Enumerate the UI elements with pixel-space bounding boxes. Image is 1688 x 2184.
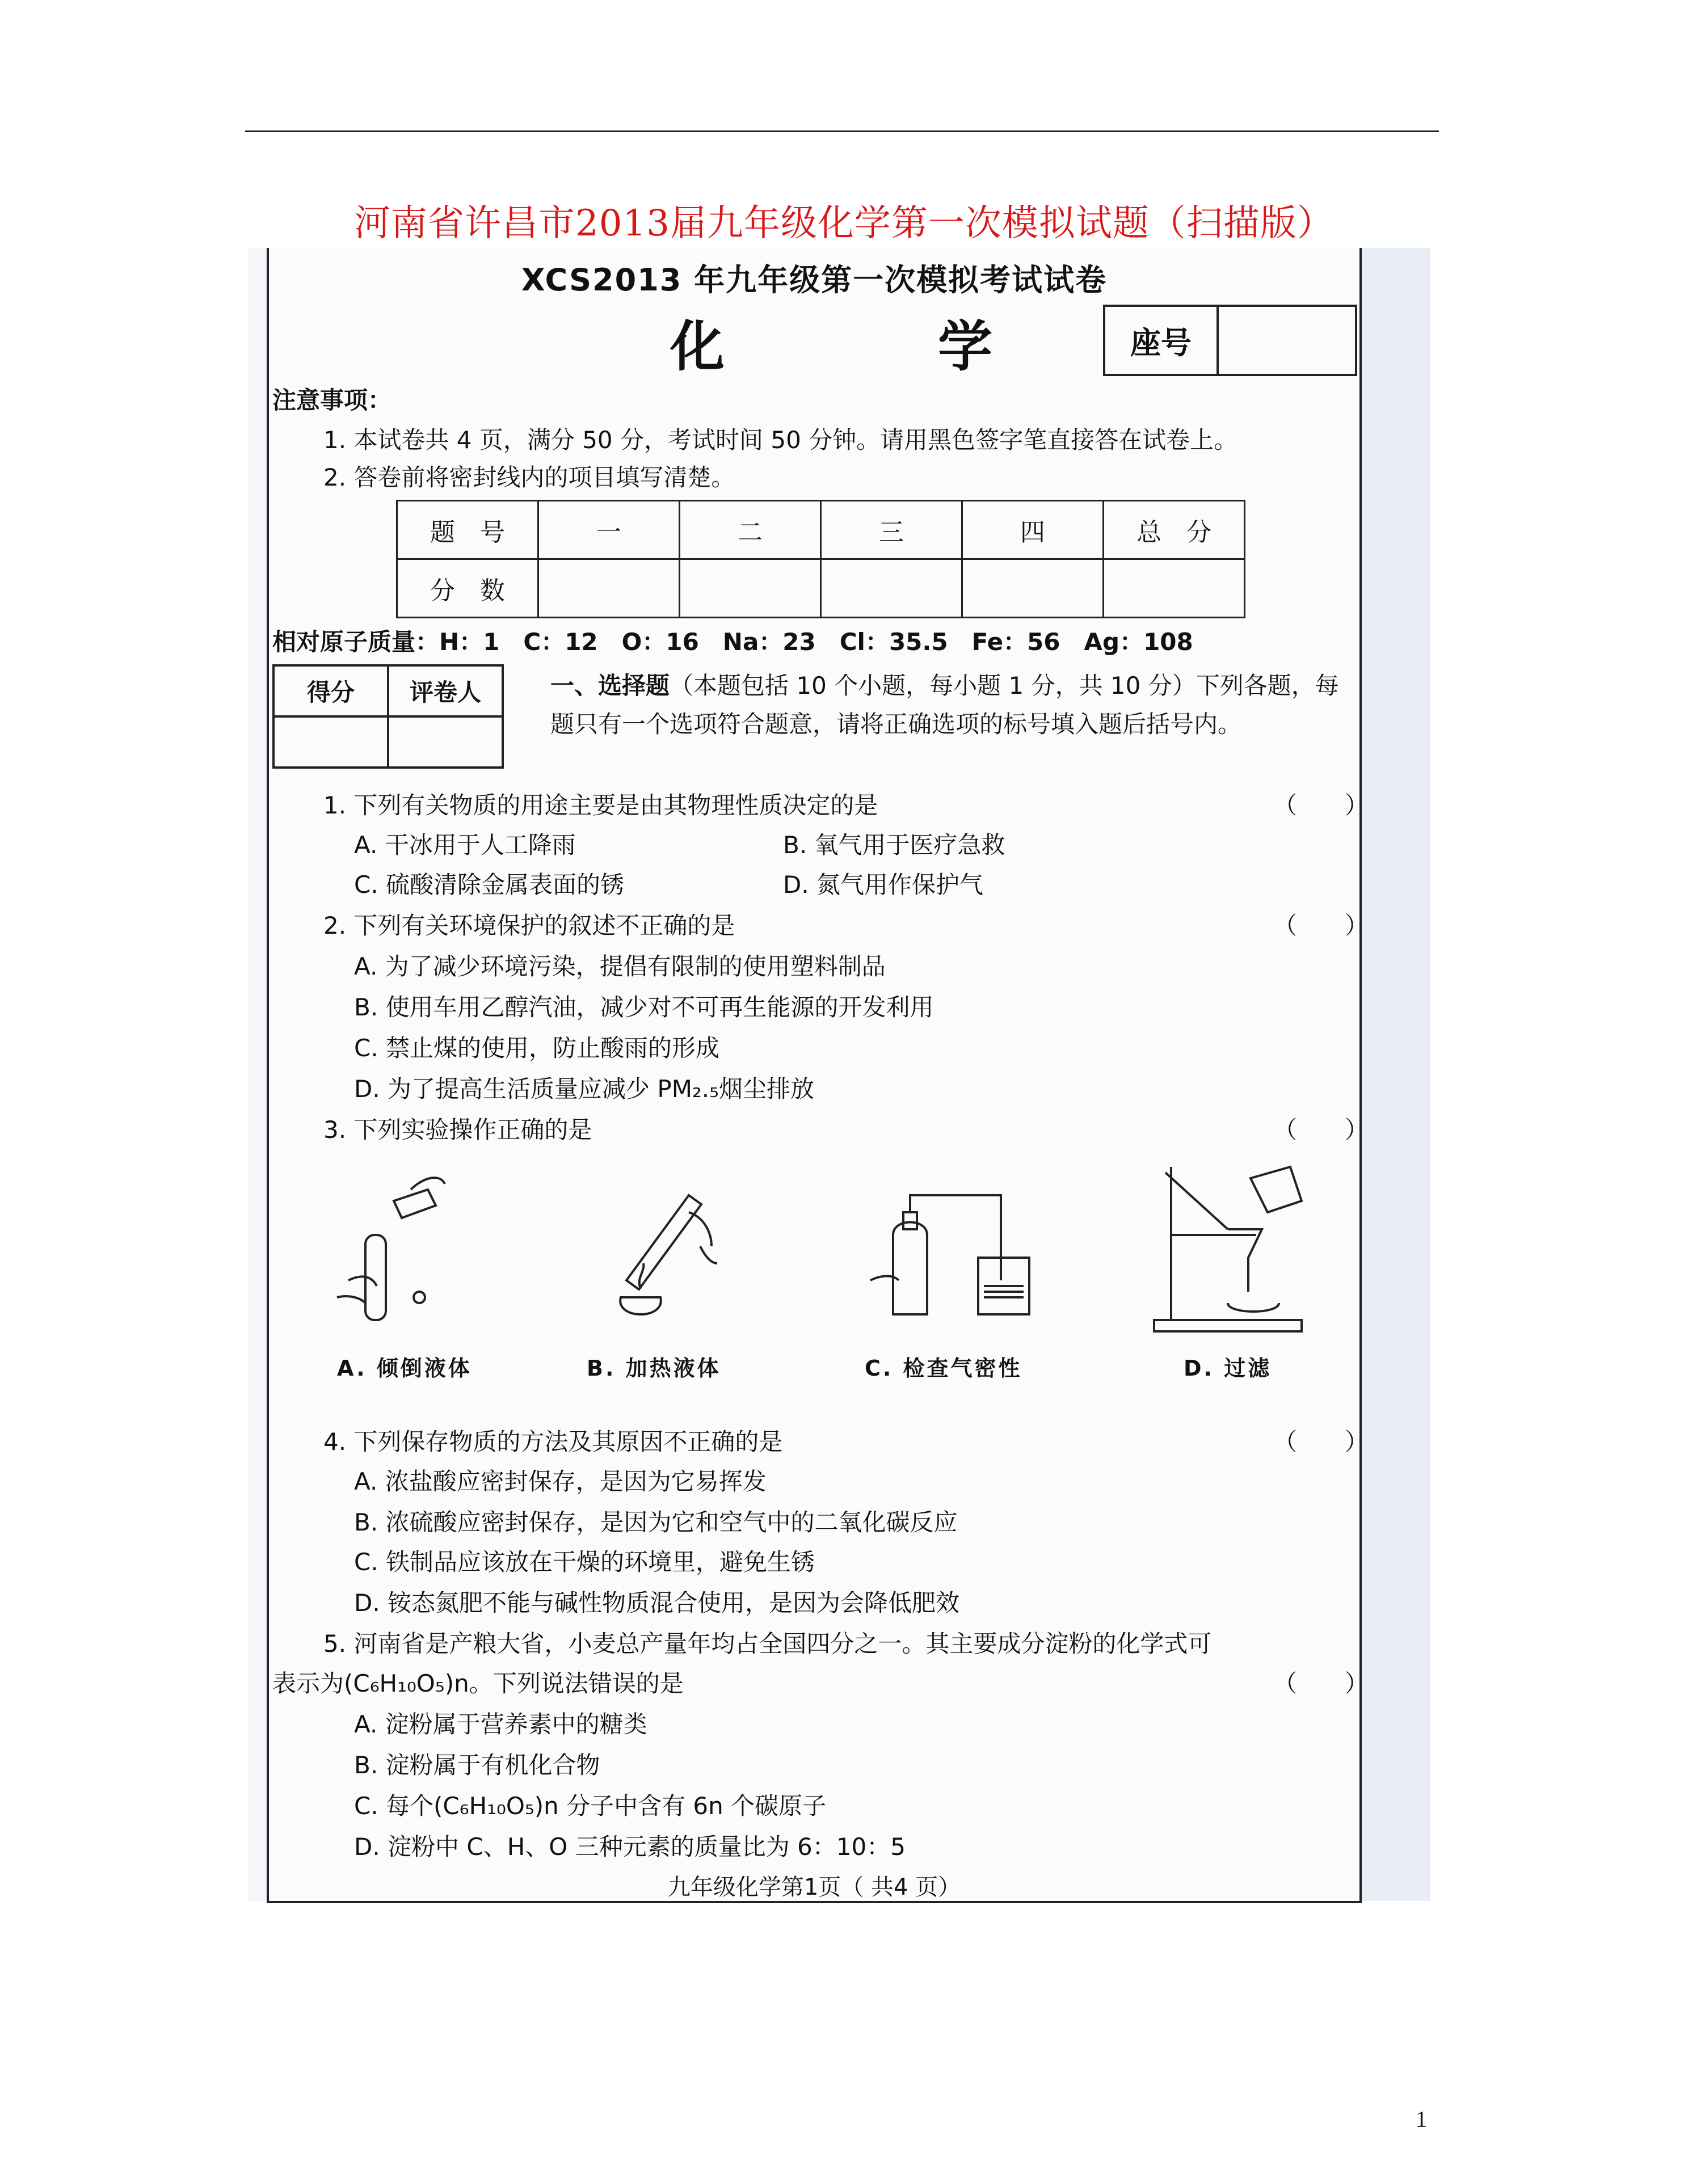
score-header-cell: 三 bbox=[821, 501, 962, 559]
q5-option-d: D. 淀粉中 C、H、O 三种元素的质量比为 6：10：5 bbox=[354, 1833, 906, 1861]
score-cell bbox=[821, 559, 962, 618]
score-table bbox=[396, 500, 1245, 618]
q1-option-c: C. 硫酸清除金属表面的锈 bbox=[354, 871, 625, 899]
q5-option-a: A. 淀粉属于营养素中的糖类 bbox=[354, 1710, 647, 1738]
page-number: 1 bbox=[1416, 2106, 1427, 2132]
grader-score-cell bbox=[273, 716, 388, 768]
q2-option-a: A. 为了减少环境污染，提倡有限制的使用塑料制品 bbox=[354, 952, 886, 980]
answer-bracket: （ ） bbox=[1273, 1428, 1369, 1456]
atomic-masses: 相对原子质量：H：1 C：12 O：16 Na：23 Cl：35.5 Fe：56 Ag：108 bbox=[272, 628, 1193, 656]
question-1-stem: 1. 下列有关物质的用途主要是由其物理性质决定的是 bbox=[323, 791, 878, 819]
score-header-cell: 四 bbox=[962, 501, 1104, 559]
score-header-cell: 总 分 bbox=[1104, 501, 1245, 559]
section1-description: （本题包括 10 个小题，每小题 1 分，共 10 分）下列各题，每题只有一个选项符合题意，请将正确选项的标号填入题后括号内。 bbox=[550, 672, 1339, 738]
q4-option-a: A. 浓盐酸应密封保存，是因为它易挥发 bbox=[354, 1468, 767, 1495]
q4-option-c: C. 铁制品应该放在干燥的环境里，避免生锈 bbox=[354, 1548, 815, 1576]
scan-margin bbox=[1357, 248, 1430, 1901]
question-5-stem: 5. 河南省是产粮大省，小麦总产量年均占全国四分之一。其主要成分淀粉的化学式可 bbox=[323, 1630, 1212, 1658]
q1-option-d: D. 氮气用作保护气 bbox=[783, 871, 984, 899]
score-cell bbox=[962, 559, 1104, 618]
q2-option-b: B. 使用车用乙醇汽油，减少对不可再生能源的开发利用 bbox=[354, 993, 934, 1021]
exam-page-footer: 九年级化学第1页（ 共4 页） bbox=[667, 1874, 961, 1900]
question-5-stem-cont: 表示为(C₆H₁₀O₅)n。下列说法错误的是 bbox=[272, 1669, 684, 1697]
q5-option-c: C. 每个(C₆H₁₀O₅)n 分子中含有 6n 个碳原子 bbox=[354, 1792, 827, 1820]
q2-option-c: C. 禁止煤的使用，防止酸雨的形成 bbox=[354, 1034, 720, 1062]
score-header-cell: 题 号 bbox=[397, 501, 538, 559]
answer-bracket: （ ） bbox=[1273, 791, 1369, 819]
question-3-stem: 3. 下列实验操作正确的是 bbox=[323, 1116, 592, 1144]
section1-title: 一、选择题 bbox=[550, 672, 670, 699]
top-rule bbox=[245, 130, 1439, 132]
score-cell bbox=[1104, 559, 1245, 618]
q2-option-d: D. 为了提高生活质量应减少 PM₂.₅烟尘排放 bbox=[354, 1075, 814, 1103]
note-2: 2. 答卷前将密封线内的项目填写清楚。 bbox=[323, 463, 735, 491]
figure-b-caption: B. 加热液体 bbox=[587, 1356, 721, 1381]
figure-c-caption: C. 检查气密性 bbox=[865, 1356, 1022, 1381]
q5-option-b: B. 淀粉属于有机化合物 bbox=[354, 1751, 600, 1779]
grader-name-label: 评卷人 bbox=[388, 665, 503, 716]
q4-option-b: B. 浓硫酸应密封保存，是因为它和空气中的二氧化碳反应 bbox=[354, 1508, 958, 1536]
score-header-cell: 一 bbox=[538, 501, 680, 559]
figure-a-caption: A. 倾倒液体 bbox=[337, 1356, 472, 1381]
document-title: 河南省许昌市2013届九年级化学第一次模拟试题（扫描版） bbox=[354, 203, 1334, 244]
section1-intro bbox=[550, 667, 1356, 744]
q4-option-d: D. 铵态氮肥不能与碱性物质混合使用，是因为会降低肥效 bbox=[354, 1589, 960, 1617]
score-row-label: 分 数 bbox=[397, 559, 538, 618]
question-2-stem: 2. 下列有关环境保护的叙述不正确的是 bbox=[323, 912, 735, 939]
exam-page bbox=[267, 248, 1369, 1903]
heating-liquid-illustration bbox=[587, 1167, 734, 1337]
answer-bracket: （ ） bbox=[1273, 912, 1369, 939]
q1-option-b: B. 氧气用于医疗急救 bbox=[783, 831, 1005, 859]
notes-title: 注意事项： bbox=[272, 386, 392, 414]
score-cell bbox=[680, 559, 821, 618]
subject-title: 化 学 bbox=[670, 315, 1072, 378]
airtightness-check-illustration bbox=[865, 1167, 1052, 1337]
figure-d-caption: D. 过滤 bbox=[1184, 1356, 1272, 1381]
grader-table bbox=[272, 664, 504, 769]
score-header-cell: 二 bbox=[680, 501, 821, 559]
answer-bracket: （ ） bbox=[1273, 1669, 1369, 1697]
exam-heading: XCS2013 年九年级第一次模拟考试试卷 bbox=[521, 262, 1108, 298]
seat-label: 座号 bbox=[1105, 307, 1219, 374]
grader-score-label: 得分 bbox=[273, 665, 388, 716]
grader-name-cell bbox=[388, 716, 503, 768]
pouring-liquid-illustration bbox=[326, 1167, 473, 1337]
q1-option-a: A. 干冰用于人工降雨 bbox=[354, 831, 576, 859]
answer-bracket: （ ） bbox=[1273, 1116, 1369, 1144]
score-cell bbox=[538, 559, 680, 618]
question-4-stem: 4. 下列保存物质的方法及其原因不正确的是 bbox=[323, 1428, 783, 1456]
note-1: 1. 本试卷共 4 页，满分 50 分，考试时间 50 分钟。请用黑色签字笔直接答在试卷上。 bbox=[323, 426, 1238, 454]
seat-number-box bbox=[1103, 305, 1357, 376]
filtration-illustration bbox=[1143, 1156, 1324, 1343]
